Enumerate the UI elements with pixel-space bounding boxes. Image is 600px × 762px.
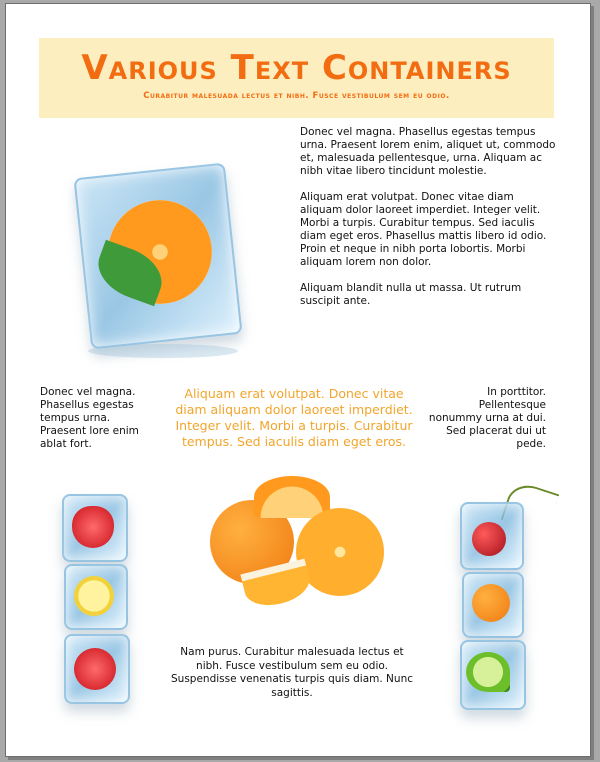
oranges-image xyxy=(204,474,400,614)
cherry-icon xyxy=(472,522,506,556)
orange-slice-icon xyxy=(296,508,384,596)
strawberry-icon xyxy=(72,506,114,548)
header-banner xyxy=(39,38,554,118)
paragraph: Aliquam blandit nulla ut massa. Ut rutrum suscipit ante. xyxy=(300,282,522,307)
orange-icon xyxy=(472,584,510,622)
lemon-slice-icon xyxy=(74,576,114,616)
paragraph: Aliquam erat volutpat. Donec vitae diam aliquam dolor laoreet imperdiet. Integer velit. Morbi a turpis. Curabitur tempus. Sed iaculis diam eget eros. Phasellus mattis libero id odio. Proin et neque in nibh porta lobortis. Morbi aliquam lorem non dolor. xyxy=(300,191,547,268)
right-small-text: In porttitor. Pellentesque nonummy urna at dui. Sed placerat dui ut pede. xyxy=(428,386,546,450)
orange-slice-icon xyxy=(254,476,330,518)
orange-ice-cube-image xyxy=(68,162,250,362)
strawberry-icon xyxy=(74,648,116,690)
fruit-ice-stack-right-image xyxy=(452,484,562,729)
bottom-text: Nam purus. Curabitur malesuada lectus et nibh. Fusce vestibulum sem eu odio. Suspendisse venenatis turpis quis diam. Nunc sagittis. xyxy=(171,646,413,699)
paragraph: Donec vel magna. Phasellus egestas tempus urna. Praesent lorem enim, aliquet ut, commodo et, malesuada pellentesque, urna. Aliquam ac nibh vitae libero tincidunt molestie. xyxy=(300,126,556,177)
page-title: Various Text Containers xyxy=(81,48,512,88)
fruit-ice-stack-left-image xyxy=(50,492,150,727)
lime-slice-icon xyxy=(466,652,510,692)
page-subtitle: Curabitur malesuada lectus et nibh. Fusce vestibulum sem eu odio. xyxy=(143,91,450,101)
document-page xyxy=(5,3,591,757)
middle-quote: Aliquam erat volutpat. Donec vitae diam aliquam dolor laoreet imperdiet. Integer velit. Morbi a turpis. Curabitur tempus. Sed iaculis diam eget eros. xyxy=(175,386,413,449)
right-column-text xyxy=(300,126,558,321)
left-small-text: Donec vel magna. Phasellus egestas tempus urna. Praesent lore enim ablat fort. xyxy=(40,386,139,450)
